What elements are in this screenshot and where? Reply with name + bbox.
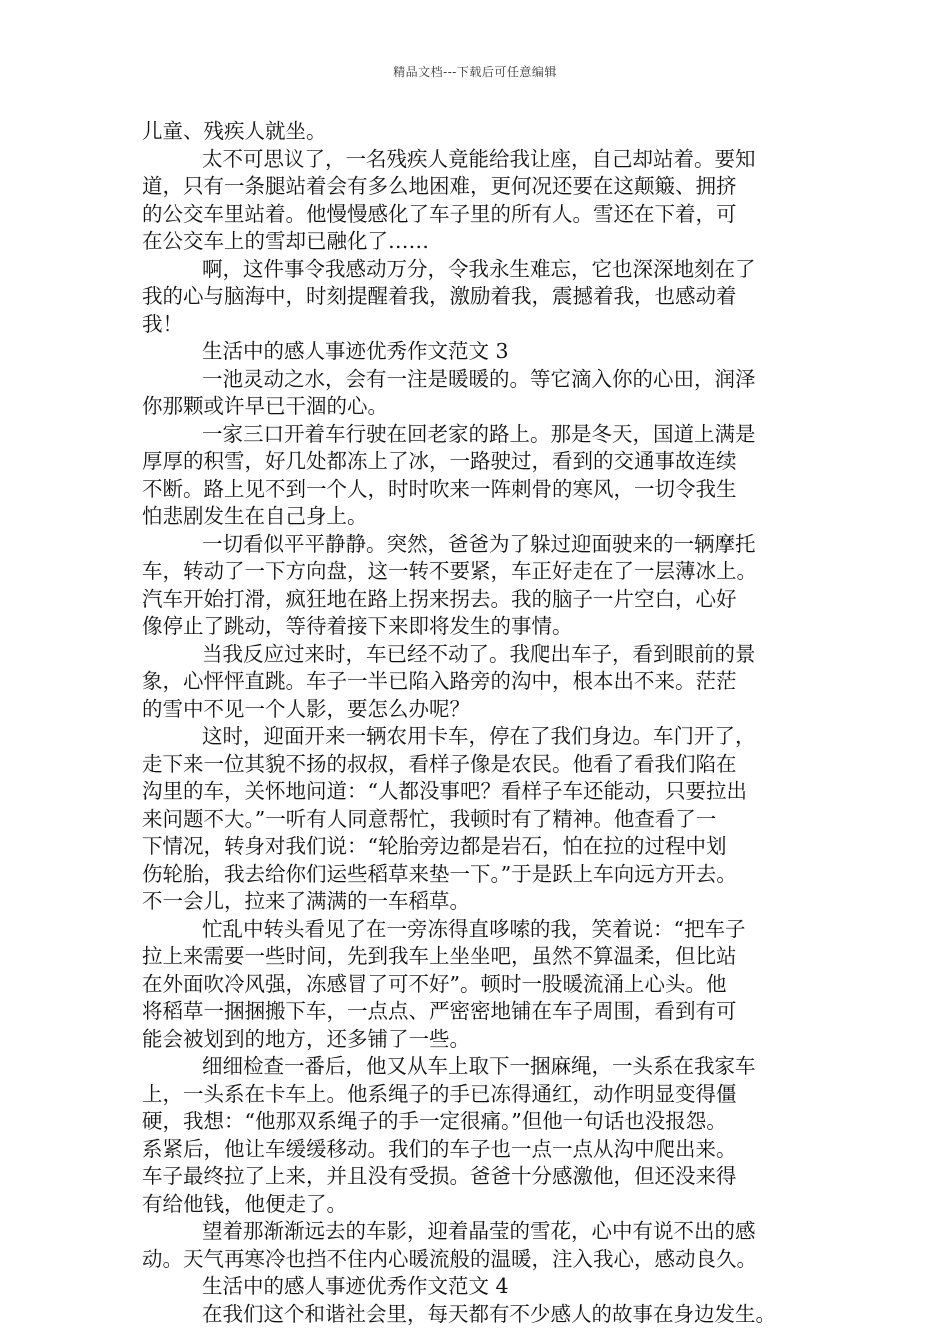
text-line: 上，一头系在卡车上。他系绳子的手已冻得通红，动作明显变得僵 (142, 1081, 737, 1106)
text-line: 硬，我想：“他那双系绳子的手一定很痛。”但他一句话也没报怨。 (142, 1109, 727, 1133)
text-line: 能会被划到的地方，还多铺了一些。 (142, 1026, 470, 1051)
text-line: 不断。路上见不到一个人，时时吹来一阵刺骨的寒风，一切令我生 (142, 476, 737, 501)
text-line: 不一会儿，拉来了满满的一车稻草。 (142, 889, 470, 913)
text-line: 的公交车里站着。他慢慢感化了车子里的所有人。雪还在下着，可 (142, 201, 737, 226)
text-line: 你那颗或许早已干涸的心。 (142, 394, 388, 418)
text-line: 我！ (142, 311, 183, 336)
text-line: 像停止了跳动，等待着接下来即将发生的事情。 (142, 614, 573, 638)
text-line: 将稻草一捆捆搬下车，一点点、严密密地铺在车子周围，看到有可 (142, 999, 737, 1023)
text-line: 车，转动了一下方向盘，这一转不要紧，车正好走在了一层薄冰上。 (142, 559, 757, 583)
text-line: 一家三口开着车行驶在回老家的路上。那是冬天，国道上满是 (202, 421, 756, 446)
text-line: 象，心怦怦直跳。车子一半已陷入路旁的沟中，根本出不来。茫茫 (142, 669, 737, 693)
text-line: 一切看似平平静静。突然，爸爸为了躲过迎面驶来的一辆摩托 (202, 531, 756, 556)
text-line: 当我反应过来时，车已经不动了。我爬出车子，看到眼前的景 (202, 641, 756, 666)
text-line: 儿童、残疾人就坐。 (142, 119, 327, 143)
text-line: 在我们这个和谐社会里，每天都有不少感人的故事在身边发生。 (202, 1301, 776, 1326)
text-line: 怕悲剧发生在自己身上。 (142, 504, 368, 528)
text-line: 生活中的感人事迹优秀作文范文 4 (202, 1274, 509, 1298)
text-line: 来问题不大。”一听有人同意帮忙，我顿时有了精神。他查看了一 (142, 806, 717, 831)
text-line: 太不可思议了，一名残疾人竟能给我让座，自己却站着。要知 (202, 146, 756, 171)
page-header: 精品文档---下载后可任意编辑 (393, 65, 557, 79)
text-line: 汽车开始打滑，疯狂地在路上拐来拐去。我的脑子一片空白，心好 (142, 586, 737, 611)
text-line: 在外面吹冷风强，冻感冒了可不好”。顿时一股暖流涌上心头。他 (142, 971, 727, 996)
text-line: 我的心与脑海中，时刻提醒着我，激励着我，震撼着我，也感动着 (142, 284, 737, 308)
text-line: 沟里的车，关怀地问道：“人都没事吧？看样子车还能动，只要拉出 (142, 779, 747, 803)
text-line: 下情况，转身对我们说：“轮胎旁边都是岩石，怕在拉的过程中划 (142, 834, 727, 858)
text-line: 拉上来需要一些时间，先到我车上坐坐吧，虽然不算温柔，但比站 (142, 944, 737, 968)
document-body (142, 118, 828, 1328)
text-line: 车子最终拉了上来，并且没有受损。爸爸十分感激他，但还没来得 (142, 1164, 737, 1188)
text-line: 道，只有一条腿站着会有多么地困难，更何况还要在这颠簸、拥挤 (142, 174, 737, 198)
text-line: 伤轮胎，我去给你们运些稻草来垫一下。”于是跃上车向远方开去。 (142, 861, 737, 886)
text-line: 忙乱中转头看见了在一旁冻得直哆嗦的我，笑着说：“把车子 (202, 916, 746, 941)
text-line: 有给他钱，他便走了。 (142, 1191, 347, 1216)
text-line: 系紧后，他让车缓缓移动。我们的车子也一点一点从沟中爬出来。 (142, 1136, 737, 1161)
text-line: 一池灵动之水，会有一注是暖暖的。等它滴入你的心田，润泽 (202, 366, 756, 391)
text-line: 生活中的感人事迹优秀作文范文 3 (202, 339, 509, 363)
text-line: 细细检查一番后，他又从车上取下一捆麻绳，一头系在我家车 (202, 1054, 756, 1078)
text-line: 走下来一位其貌不扬的叔叔，看样子像是农民。他看了看我们陷在 (142, 751, 737, 776)
text-line: 的雪中不见一个人影，要怎么办呢？ (142, 696, 470, 721)
text-line: 厚厚的积雪，好几处都冻上了冰，一路驶过，看到的交通事故连续 (142, 449, 737, 473)
text-line: 动。天气再寒冷也挡不住内心暖流般的温暖，注入我心，感动良久。 (142, 1246, 757, 1271)
text-line: 在公交车上的雪却已融化了…… (142, 229, 429, 253)
text-line: 望着那渐渐远去的车影，迎着晶莹的雪花，心中有说不出的感 (202, 1219, 756, 1243)
text-line: 啊，这件事令我感动万分，令我永生难忘，它也深深地刻在了 (202, 256, 756, 281)
text-line: 这时，迎面开来一辆农用卡车，停在了我们身边。车门开了， (202, 724, 756, 748)
